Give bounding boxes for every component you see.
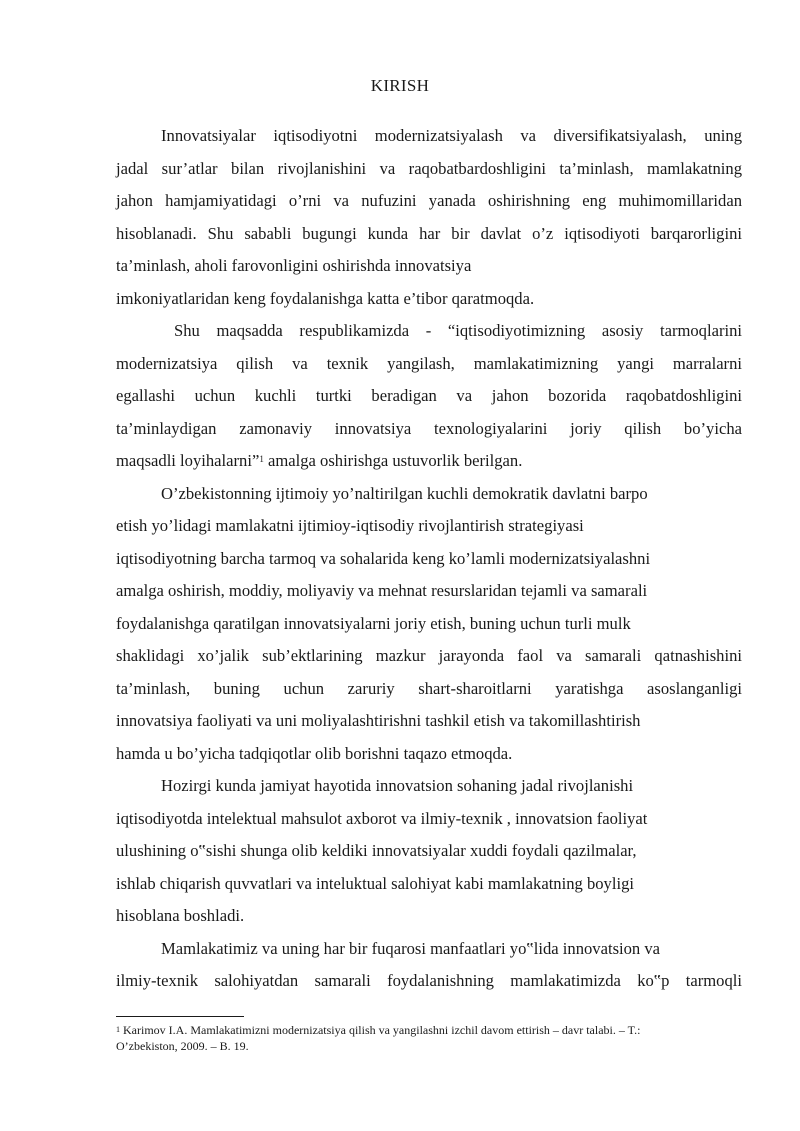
text-line: hisoblana boshladi. <box>116 906 245 925</box>
footnote-line <box>116 1022 742 1038</box>
text-line: hamda u bo’yicha tadqiqotlar olib borishni taqazo etmoqda. <box>116 743 513 763</box>
text-line: egallashi uchun kuchli turtki beradigan va jahon bozorida raqobatdoshligini <box>116 386 742 405</box>
text-line: O’zbekistonning ijtimoiy yo’naltirilgan kuchli demokratik davlatni barpo <box>161 483 648 503</box>
text-line: iqtisodiyotda intelektual mahsulot axborot va ilmiy-texnik , innovatsion faoliyat <box>116 808 648 828</box>
text-line: modernizatsiya qilish va texnik yangilash, mamlakatimizning yangi marralarni <box>116 353 742 373</box>
text-line: hisoblanadi. Shu sababli bugungi kunda har bir davlat o’z iqtisodiyoti barqarorligini <box>116 223 742 243</box>
footnote <box>116 1022 742 1054</box>
text-line: shaklidagi xo’jalik sub’ektlarining mazkur jarayonda faol va samarali qatnashishini <box>116 646 742 665</box>
paragraph-5 <box>116 933 742 998</box>
text-line: foydalanishga qaratilgan innovatsiyalarni joriy etish, buning uchun turli mulk <box>116 613 631 633</box>
text-fragment: maqsadli loyihalarni” <box>116 451 260 470</box>
text-line: Mamlakatimiz va uning har bir fuqarosi manfaatlari yo‟lida innovatsion va <box>161 938 661 958</box>
footnote-reference[interactable]: 1 <box>259 454 264 464</box>
text-line: Shu maqsadda respublikamizda - “iqtisodiyotimizning asosiy tarmoqlarini <box>174 321 742 340</box>
text-line: ulushining o‟sishi shunga olib keldiki innovatsiyalar xuddi foydali qazilmalar, <box>116 841 637 860</box>
text-line: jadal sur’atlar bilan rivojlanishini va raqobatbardoshligini ta’minlash, mamlakatning <box>116 158 742 178</box>
text-line: iqtisodiyotning barcha tarmoq va sohalarida keng ko’lamli modernizatsiyalashni <box>116 548 651 568</box>
text-line: ishlab chiqarish quvvatlari va inteluktual salohiyat kabi mamlakatning boyligi <box>116 873 634 893</box>
text-line: Innovatsiyalar iqtisodiyotni modernizatsiyalash va diversifikatsiyalash, uning <box>161 126 742 145</box>
text-fragment: amalga oshirishga ustuvorlik berilgan. <box>263 451 523 470</box>
text-line: jahon hamjamiyatidagi o’rni va nufuzini yanada oshirishning eng muhimomillaridan <box>116 191 742 210</box>
paragraph-2 <box>116 315 742 478</box>
text-line <box>116 445 742 478</box>
paragraph-3 <box>116 478 742 771</box>
text-line: etish yo’lidagi mamlakatni ijtimioy-iqtisodiy rivojlantirish strategiyasi <box>116 516 584 535</box>
footnote-mark: 1 <box>116 1025 120 1034</box>
paragraph-4 <box>116 770 742 933</box>
document-body <box>116 120 742 998</box>
text-line: Hozirgi kunda jamiyat hayotida innovatsion sohaning jadal rivojlanishi <box>161 776 634 795</box>
text-line: amalga oshirish, moddiy, moliyaviy va mehnat resurslaridan tejamli va samarali <box>116 581 648 600</box>
paragraph-1 <box>116 120 742 315</box>
text-line: ta’minlash, buning uchun zaruriy shart-sharoitlarni yaratishga asoslanganligi <box>116 678 742 698</box>
page-title: KIRISH <box>370 76 430 95</box>
footnote-line: O’zbekiston, 2009. – B. 19. <box>116 1039 249 1053</box>
text-line: ta’minlash, aholi farovonligini oshirishda innovatsiya <box>116 256 472 275</box>
text-line: ta’minlaydigan zamonaviy innovatsiya texnologiyalarini joriy qilish bo’yicha <box>116 418 742 438</box>
text-line: imkoniyatlaridan keng foydalanishga katta e’tibor qaratmoqda. <box>116 288 535 308</box>
footnote-text: Karimov I.A. Mamlakatimizni modernizatsiya qilish va yangilashni izchil davom ettirish – davr talabi. – T.: <box>120 1023 641 1037</box>
footnote-divider <box>116 1016 244 1017</box>
text-line: ilmiy-texnik salohiyatdan samarali foydalanishning mamlakatimizda ko‟p tarmoqli <box>116 971 742 990</box>
text-line: innovatsiya faoliyati va uni moliyalashtirishni tashkil etish va takomillashtirish <box>116 711 641 730</box>
